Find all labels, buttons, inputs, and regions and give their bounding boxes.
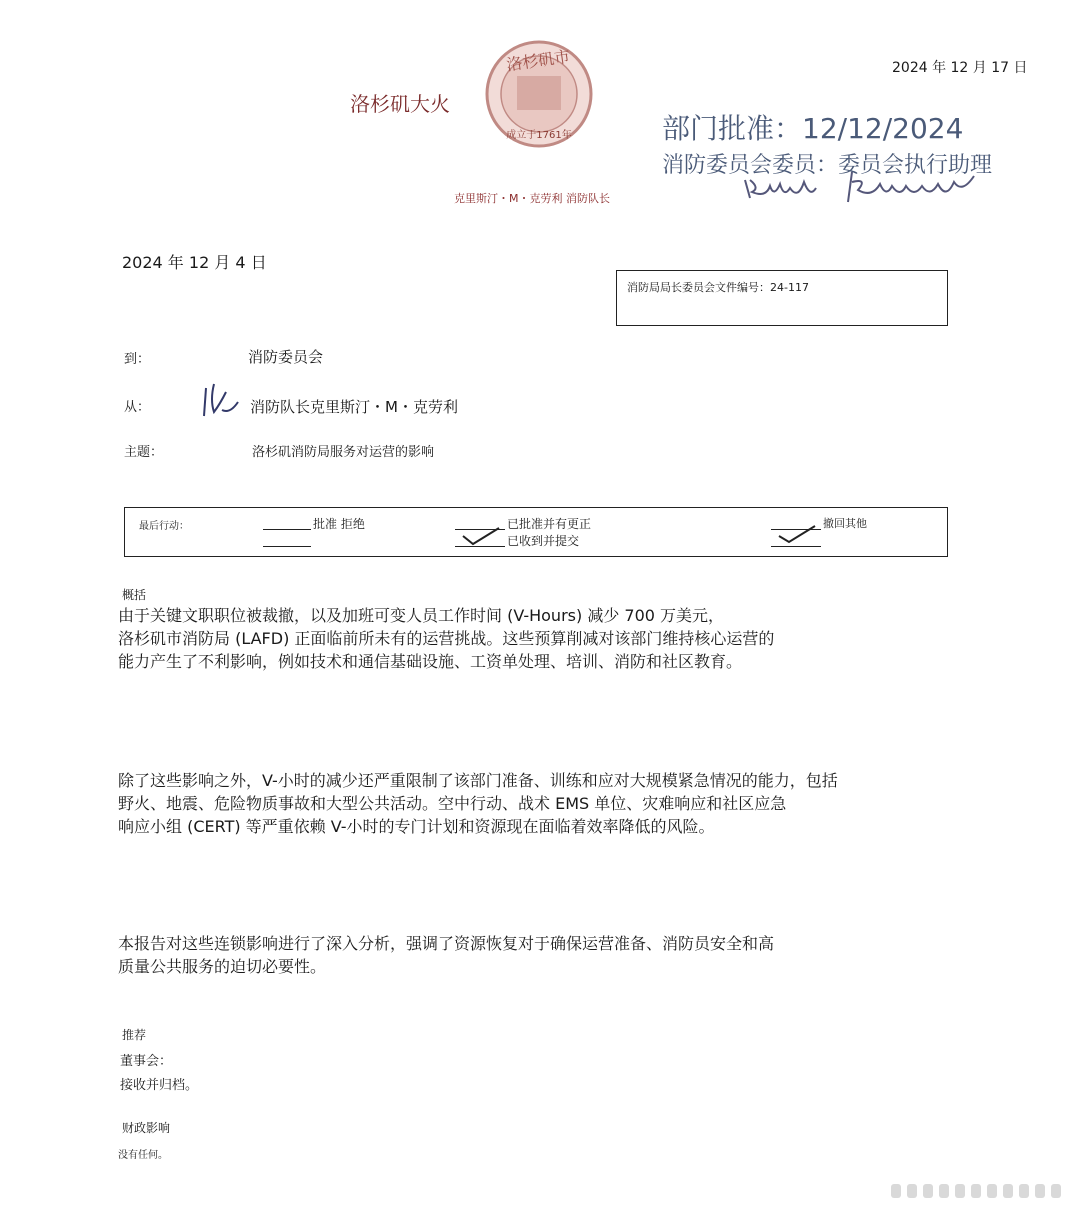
approval-line: 部门批准：12/12/2024 (662, 112, 964, 145)
file-number: 消防局局长委员会文件编号：24-117 (627, 281, 809, 294)
text-line: 洛杉矶市消防局 (LAFD) 正面临前所未有的运营挑战。这些预算削减对该部门维持核心运营的 (118, 629, 775, 648)
document-date: 2024 年 12 月 4 日 (122, 253, 267, 272)
organization-title: 洛杉矶大火 (350, 92, 450, 116)
received-filed-blank (455, 546, 505, 547)
summary-heading: 概括 (122, 588, 147, 602)
watermark-dots (887, 1180, 1067, 1202)
fiscal-value: 没有任何。 (118, 1150, 168, 1161)
seal-text-top: 洛杉矶市 (505, 46, 572, 75)
to-label: 到： (124, 352, 151, 367)
subject-label: 主题： (124, 445, 164, 460)
summary-paragraph-1 (118, 604, 774, 673)
recommendation-heading: 推荐 (122, 1028, 147, 1042)
chief-line: 克里斯汀・M・克劳利 消防队长 (454, 192, 610, 205)
text-line: 除了这些影响之外，V-小时的减少还严重限制了该部门准备、训练和应对大规模紧急情况的能力，包括 (118, 771, 838, 790)
text-line: 质量公共服务的迫切必要性。 (118, 957, 327, 976)
recommendation-line-2: 接收并归档。 (120, 1078, 199, 1093)
final-action-box (124, 507, 948, 557)
text-line: 野火、地震、危险物质事故和大型公共活动。空中行动、战术 EMS 单位、灾难响应和社区应急 (118, 794, 787, 813)
fiscal-heading: 财政影响 (122, 1121, 171, 1135)
withdrawn-other-option: 撤回其他 (823, 517, 867, 530)
summary-paragraph-2 (118, 769, 838, 838)
final-action-label: 最后行动： (139, 521, 189, 532)
handwritten-signature (740, 158, 985, 208)
text-line: 能力产生了不利影响，例如技术和通信基础设施、工资单处理、培训、消防和社区教育。 (118, 652, 743, 671)
text-line: 本报告对这些连锁影响进行了深入分析，强调了资源恢复对于确保运营准备、消防员安全和高 (118, 934, 775, 953)
to-value: 消防委员会 (248, 348, 324, 366)
text-line: 响应小组 (CERT) 等严重依赖 V-小时的专门计划和资源现在面临着效率降低的风险。 (118, 817, 715, 836)
approved-corrected-option: 已批准并有更正 (507, 517, 592, 531)
received-filed-option: 已收到并提交 (507, 534, 580, 548)
city-seal (483, 38, 595, 150)
text-line: 由于关键文职职位被裁撤，以及加班可变人员工作时间 (V-Hours) 减少 700 万美元， (118, 606, 725, 625)
seal-text-bottom: 成立于1761年 (506, 130, 572, 141)
summary-paragraph-3 (118, 932, 774, 978)
recommendation-line-1: 董事会： (120, 1054, 173, 1069)
from-label: 从： (124, 400, 151, 415)
initials-signature (200, 380, 242, 420)
checkmark-icon (459, 526, 503, 546)
approve-blank (263, 529, 311, 530)
blank-line (771, 546, 821, 547)
subject-value: 洛杉矶消防局服务对运营的影响 (252, 445, 435, 460)
checkmark-icon (775, 524, 819, 544)
blank-line (263, 546, 311, 547)
top-date: 2024 年 12 月 17 日 (892, 60, 1028, 76)
approve-deny-option: 批准 拒绝 (313, 517, 365, 531)
approval-member-line: 消防委员会委员：委员会执行助理 (662, 153, 993, 178)
file-number-box (616, 270, 948, 326)
from-value: 消防队长克里斯汀・M・克劳利 (250, 398, 458, 416)
